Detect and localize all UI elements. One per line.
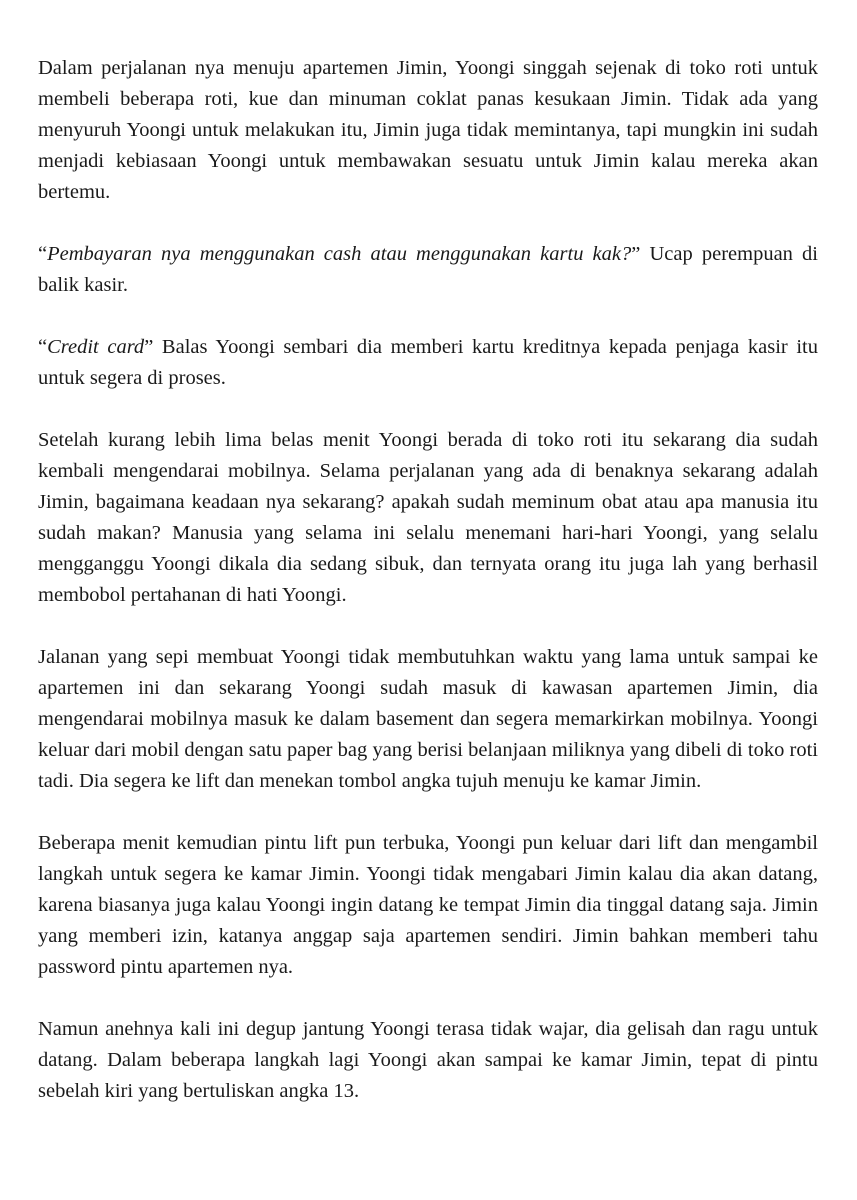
dialogue-italic: Pembayaran nya menggunakan cash atau menggunakan kartu kak? [47,243,632,265]
paragraph-6: Beberapa menit kemudian pintu lift pun terbuka, Yoongi pun keluar dari lift dan mengambil langkah untuk segera ke kamar Jimin. Yoongi tidak mengabari Jimin kalau dia akan datang, karena biasanya juga kalau Yoongi ingin datang ke tempat Jimin dia tinggal datang saja. Jimin yang memberi izin, katanya anggap saja apartemen sendiri. Jimin bahkan memberi tahu password pintu apartemen nya. [38,832,818,978]
dialogue-italic: Credit card [47,336,145,358]
close-quote: ” [631,243,641,265]
close-quote: ” [144,336,154,358]
open-quote: “ [38,336,48,358]
dialogue-tag: Ucap perempuan di balik kasir. [38,243,818,296]
paragraph-2-dialogue [38,239,818,301]
paragraph-4: Setelah kurang lebih lima belas menit Yoongi berada di toko roti itu sekarang dia sudah kembali mengendarai mobilnya. Selama perjalanan yang ada di benaknya sekarang adalah Jimin, bagaimana keadaan nya sekarang? apakah sudah meminum obat atau apa manusia itu sudah makan? Manusia yang selama ini selalu menemani hari-hari Yoongi, yang selalu mengganggu Yoongi dikala dia sedang sibuk, dan ternyata orang itu juga lah yang berhasil membobol pertahanan di hati Yoongi. [38,429,818,606]
story-page [38,53,818,1138]
dialogue-tag: Balas Yoongi sembari dia memberi kartu kreditnya kepada penjaga kasir itu untuk segera di proses. [38,336,818,389]
paragraph-7: Namun anehnya kali ini degup jantung Yoongi terasa tidak wajar, dia gelisah dan ragu untuk datang. Dalam beberapa langkah lagi Yoongi akan sampai ke kamar Jimin, tepat di pintu sebelah kiri yang bertuliskan angka 13. [38,1018,818,1102]
open-quote: “ [38,243,48,265]
paragraph-5: Jalanan yang sepi membuat Yoongi tidak membutuhkan waktu yang lama untuk sampai ke apartemen ini dan sekarang Yoongi sudah masuk di kawasan apartemen Jimin, dia mengendarai mobilnya masuk ke dalam basement dan segera memarkirkan mobilnya. Yoongi keluar dari mobil dengan satu paper bag yang berisi belanjaan miliknya yang dibeli di toko roti tadi. Dia segera ke lift dan menekan tombol angka tujuh menuju ke kamar Jimin. [38,646,818,792]
paragraph-3-dialogue [38,332,818,394]
paragraph-1: Dalam perjalanan nya menuju apartemen Jimin, Yoongi singgah sejenak di toko roti untuk membeli beberapa roti, kue dan minuman coklat panas kesukaan Jimin. Tidak ada yang menyuruh Yoongi untuk melakukan itu, Jimin juga tidak memintanya, tapi mungkin ini sudah menjadi kebiasaan Yoongi untuk membawakan sesuatu untuk Jimin kalau mereka akan bertemu. [38,57,818,203]
